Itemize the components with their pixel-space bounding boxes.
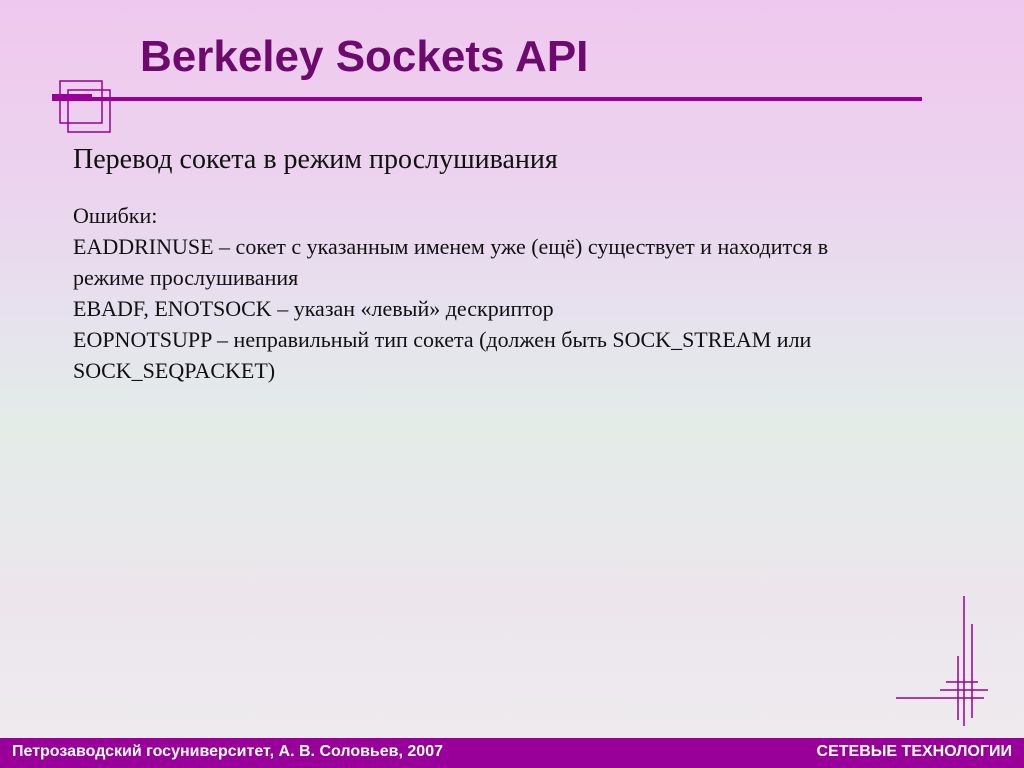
footer-course: СЕТЕВЫЕ ТЕХНОЛОГИИ — [816, 743, 1012, 760]
errors-label: Ошибки: — [73, 203, 158, 228]
footer-bar — [0, 738, 1024, 768]
corner-decoration-lines — [890, 596, 1000, 736]
body-line: EBADF, ENOTSOCK – указан «левый» дескриптор — [73, 296, 554, 321]
slide-title: Berkeley Sockets API — [140, 32, 589, 81]
body-line: EOPNOTSUPP – неправильный тип сокета (должен быть SOCK_STREAM или — [73, 327, 812, 352]
title-decoration-squares — [52, 76, 114, 136]
body-line: режиме прослушивания — [73, 265, 299, 290]
slide-subtitle: Перевод сокета в режим прослушивания — [73, 144, 558, 175]
title-underline — [52, 97, 922, 101]
body-line: SOCK_SEQPACKET) — [73, 358, 276, 383]
footer-author: Петрозаводский госуниверситет, А. В. Соловьев, 2007 — [12, 743, 443, 760]
slide-content — [73, 144, 973, 386]
body-line: EADDRINUSE – сокет с указанным именем уже (ещё) существует и находится в — [73, 234, 829, 259]
